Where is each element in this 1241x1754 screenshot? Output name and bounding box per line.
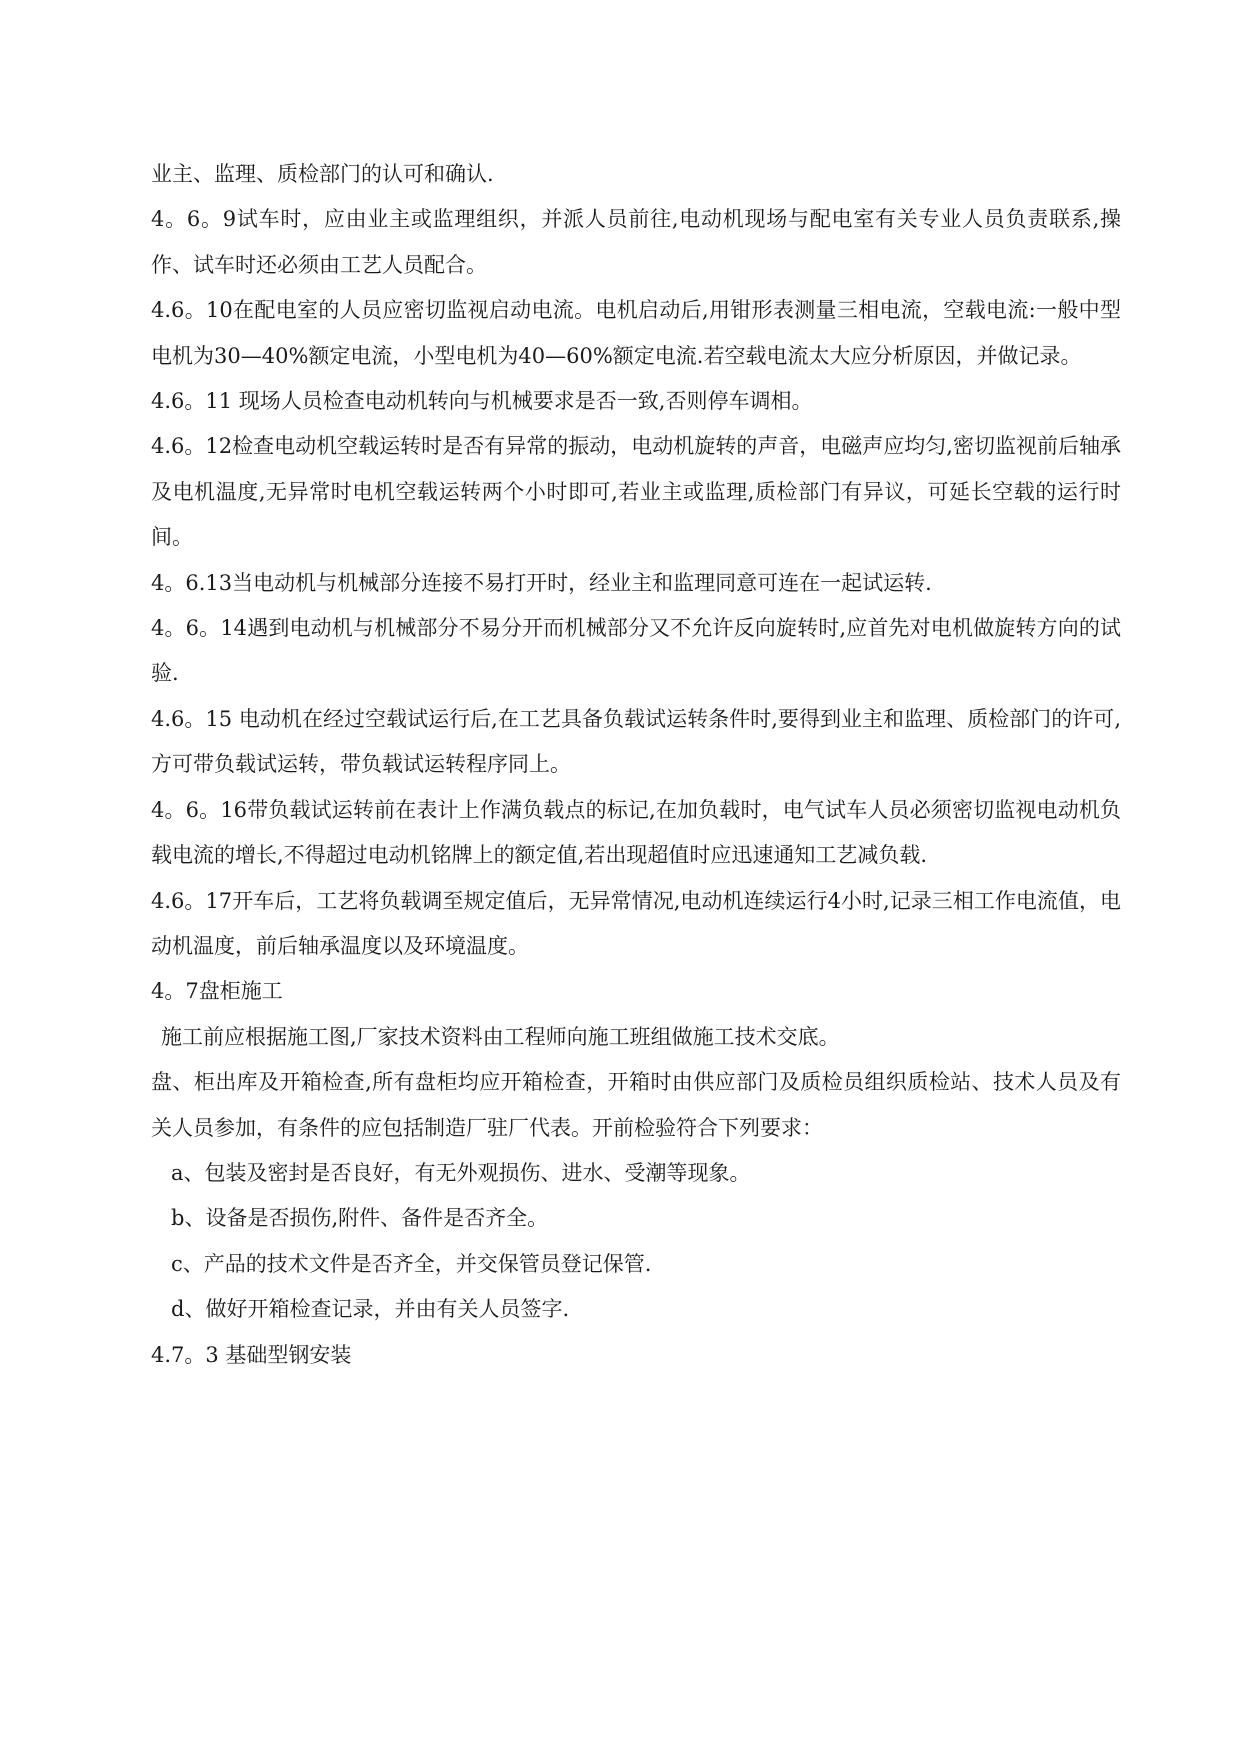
paragraph-4-6-16: 4。6。16带负载试运转前在表计上作满负载点的标记,在加负载时，电气试车人员必须密切监视电动机负载电流的增长,不得超过电动机铭牌上的额定值,若出现超值时应迅速通知工艺减负载. [151, 797, 1121, 868]
section-heading-4-7: 4。7盘柜施工 [151, 979, 283, 1004]
list-item-d: d、做好开箱检查记录，并由有关人员签字. [171, 1297, 570, 1322]
section-heading-4-7-3: 4.7。3 基础型钢安装 [151, 1342, 352, 1367]
paragraph-technical-briefing: 施工前应根据施工图,厂家技术资料由工程师向施工班组做施工技术交底。 [161, 1024, 840, 1049]
paragraph-4-6-11: 4.6。11 现场人员检查电动机转向与机械要求是否一致,否则停车调相。 [151, 389, 813, 414]
paragraph-continuation: 业主、监理、质检部门的认可和确认. [151, 162, 494, 186]
list-item-a: a、包装及密封是否良好，有无外观损伤、进水、受潮等现象。 [171, 1160, 751, 1185]
paragraph-4-6-9: 4。6。9试车时，应由业主或监理组织，并派人员前往,电动机现场与配电室有关专业人员负责联系,操作、试车时还必须由工艺人员配合。 [151, 207, 1121, 277]
document-body [151, 152, 1121, 1378]
paragraph-unpacking-inspection: 盘、柜出库及开箱检查,所有盘柜均应开箱检查，开箱时由供应部门及质检员组织质检站、技术人员及有关人员参加，有条件的应包括制造厂驻厂代表。开前检验符合下列要求： [151, 1070, 1121, 1140]
list-item-b: b、设备是否损伤,附件、备件是否齐全。 [171, 1206, 549, 1231]
paragraph-4-6-17: 4.6。17开车后，工艺将负载调至规定值后，无异常情况,电动机连续运行4小时,记录三相工作电流值，电动机温度，前后轴承温度以及环境温度。 [151, 888, 1121, 958]
paragraph-4-6-15: 4.6。15 电动机在经过空载试运行后,在工艺具备负载试运转条件时,要得到业主和监理、质检部门的许可,方可带负载试运转，带负载试运转程序同上。 [151, 706, 1121, 777]
paragraph-4-6-10: 4.6。10在配电室的人员应密切监视启动电流。电机启动后,用钳形表测量三相电流，空载电流:一般中型电机为30—40%额定电流，小型电机为40—60%额定电流.若空载电流太大应分析原因，并做记录。 [151, 298, 1121, 368]
list-item-c: c、产品的技术文件是否齐全，并交保管员登记保管. [171, 1251, 652, 1276]
paragraph-4-6-12: 4.6。12检查电动机空载运转时是否有异常的振动，电动机旋转的声音，电磁声应均匀,密切监视前后轴承及电机温度,无异常时电机空载运转两个小时即可,若业主或监理,质检部门有异议，可延长空载的运行时间。 [151, 434, 1121, 550]
paragraph-4-6-13: 4。6.13当电动机与机械部分连接不易打开时，经业主和监理同意可连在一起试运转. [151, 570, 932, 595]
paragraph-4-6-14: 4。6。14遇到电动机与机械部分不易分开而机械部分又不允许反向旋转时,应首先对电机做旋转方向的试验. [151, 616, 1121, 686]
